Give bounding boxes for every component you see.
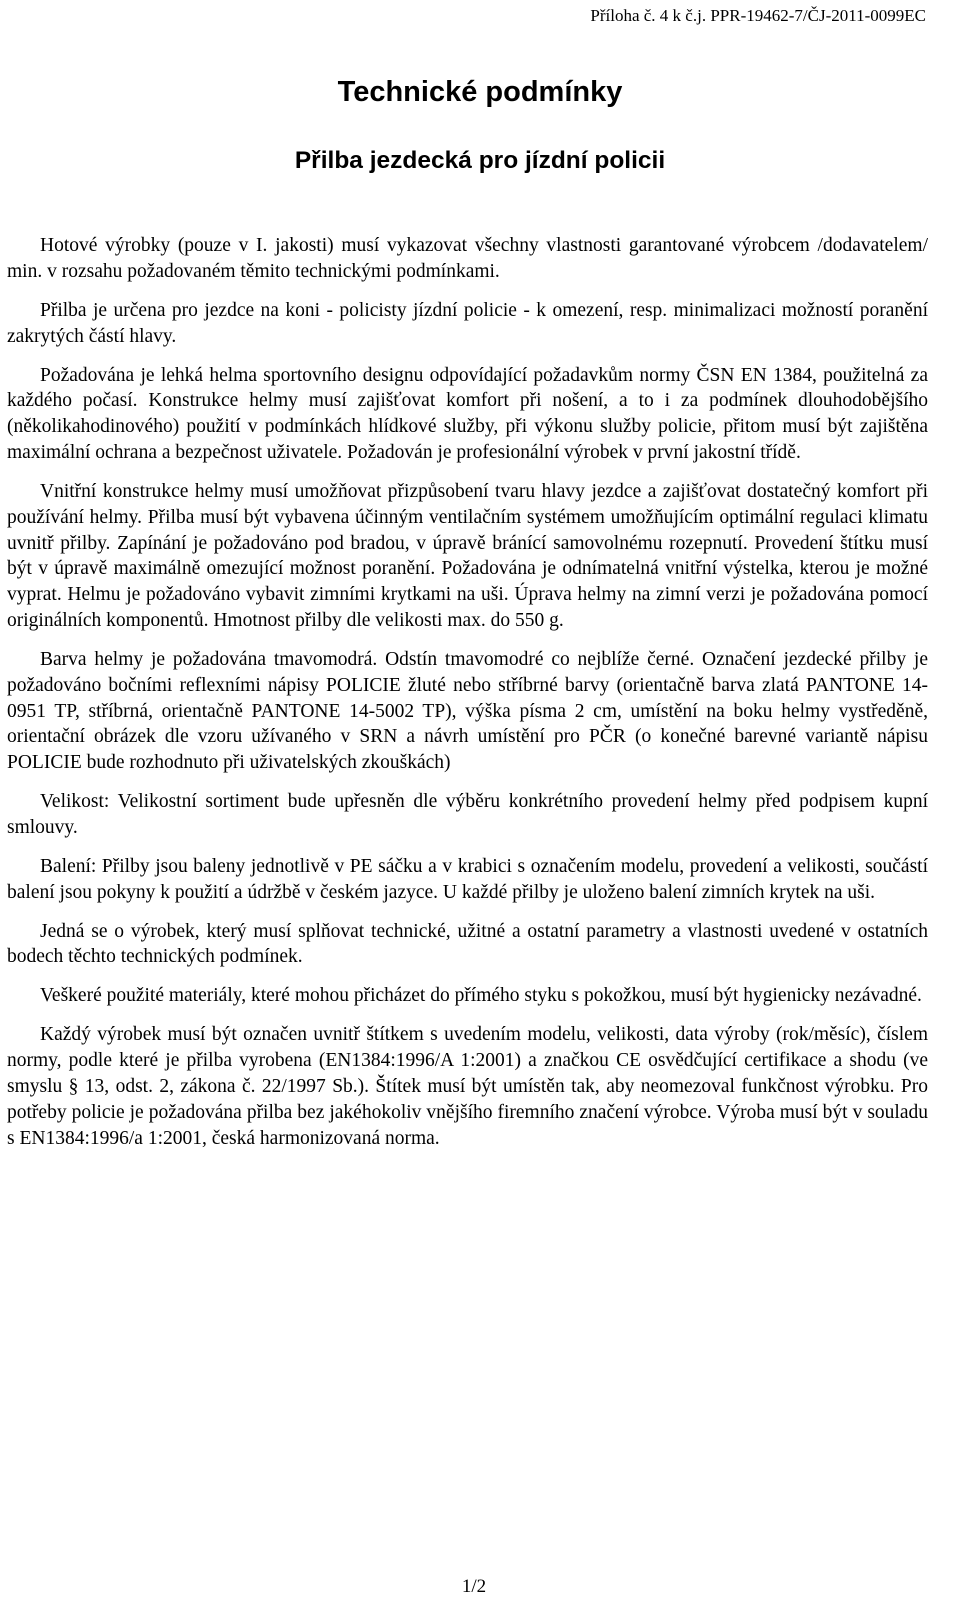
paragraph-packaging: Balení: Přilby jsou baleny jednotlivě v PE sáčku a v krabici s označením modelu, provedení a velikosti, součástí balení jsou pokyny k použití a údržbě v českém jazyce. U každé přilby je uloženo balení zimních krytek na uši. (7, 855, 928, 903)
paragraph-quality: Hotové výrobky (pouze v I. jakosti) musí vykazovat všechny vlastnosti garantované výrobcem /dodavatelem/ min. v rozsahu požadovaném těmito technickými podmínkami. (7, 235, 928, 282)
document-reference: Příloha č. 4 k č.j. PPR-19462-7/ČJ-2011-0099EC (590, 6, 926, 25)
paragraph-materials: Veškeré použité materiály, které mohou přicházet do přímého styku s pokožkou, musí být hygienicky nezávadné. (40, 985, 922, 1007)
page-number: 1/2 (461, 1576, 487, 1597)
paragraph-construction: Vnitřní konstrukce helmy musí umožňovat přizpůsobení tvaru hlavy jezdce a zajišťovat dostatečný komfort při používání helmy. Přilba musí být vybavena účinným ventilačním systémem umožňujícím optimální regulaci klimatu uvnitř přilby. Zapínání je požadováno pod bradou, v úpravě bránící samovolnému rozepnutí. Provedení štítku musí být v úpravě maximálně omezující možnost poranění. Požadována je odnímatelná vnitřní výstelka, kterou je možné vyprat. Helmu je požadováno vybavit zimními krytkami na uši. Úprava helmy na zimní verzi je požadována pomocí originálních komponentů. Hmotnost přilby dle velikosti max. do 550 g. (7, 480, 928, 631)
paragraph-color: Barva helmy je požadována tmavomodrá. Odstín tmavomodré co nejblíže černé. Označení jezdecké přilby je požadováno bočními reflexními nápisy POLICIE žluté nebo stříbrné barvy (orientačně barva zlatá PANTONE 14-0951 TP, stříbrná, orientačně PANTONE 14-5002 TP), výška písma 2 cm, umístění na boku helmy vystředěně, orientační obrázek dle vzoru užívaného v SRN a návrh umístění pro PČR (o konečné barevné variantě nápisu POLICIE bude rozhodnuto při uživatelských zkouškách) (7, 648, 928, 774)
paragraph-parameters: Jedná se o výrobek, který musí splňovat technické, užitné a ostatní parametry a vlastnosti uvedené v ostatních bodech těchto technických podmínek. (7, 920, 928, 968)
page-title: Technické podmínky (337, 76, 623, 108)
paragraph-labeling: Každý výrobek musí být označen uvnitř štítkem s uvedením modelu, velikosti, data výroby (rok/měsíc), číslem normy, podle které je přilba vyrobena (EN1384:1996/A 1:2001) a značkou CE osvědčující certifikace a shodu (ve smyslu § 13, odst. 2, zákona č. 22/1997 Sb.). Štítek musí být umístěn tak, aby neomezoval funkčnost výrobku. Pro potřeby policie je požadována přilba bez jakéhokoliv vnějšího firemního značení výrobce. Výroba musí být v souladu s EN1384:1996/a 1:2001, česká harmonizovaná norma. (7, 1024, 928, 1149)
paragraph-purpose: Přilba je určena pro jezdce na koni - policisty jízdní policie - k omezení, resp. minimalizaci možností poranění zakrytých částí hlavy. (7, 299, 928, 347)
document-body (7, 233, 928, 1151)
paragraph-requirements: Požadována je lehká helma sportovního designu odpovídající požadavkům normy ČSN EN 1384, použitelná za každého počasí. Konstrukce helmy musí zajišťovat komfort při nošení, a to i za podmínek dlouhodobějšího (několikahodinového) použití v podmínkách hlídkové služby, při výkonu služby policie, přitom musí být zajištěna maximální ochrana a bezpečnost uživatele. Požadován je profesionální výrobek v první jakostní třídě. (7, 364, 928, 463)
paragraph-size: Velikost: Velikostní sortiment bude upřesněn dle výběru konkrétního provedení helmy před podpisem kupní smlouvy. (7, 791, 928, 838)
page-subtitle: Přilba jezdecká pro jízdní policii (294, 147, 666, 174)
